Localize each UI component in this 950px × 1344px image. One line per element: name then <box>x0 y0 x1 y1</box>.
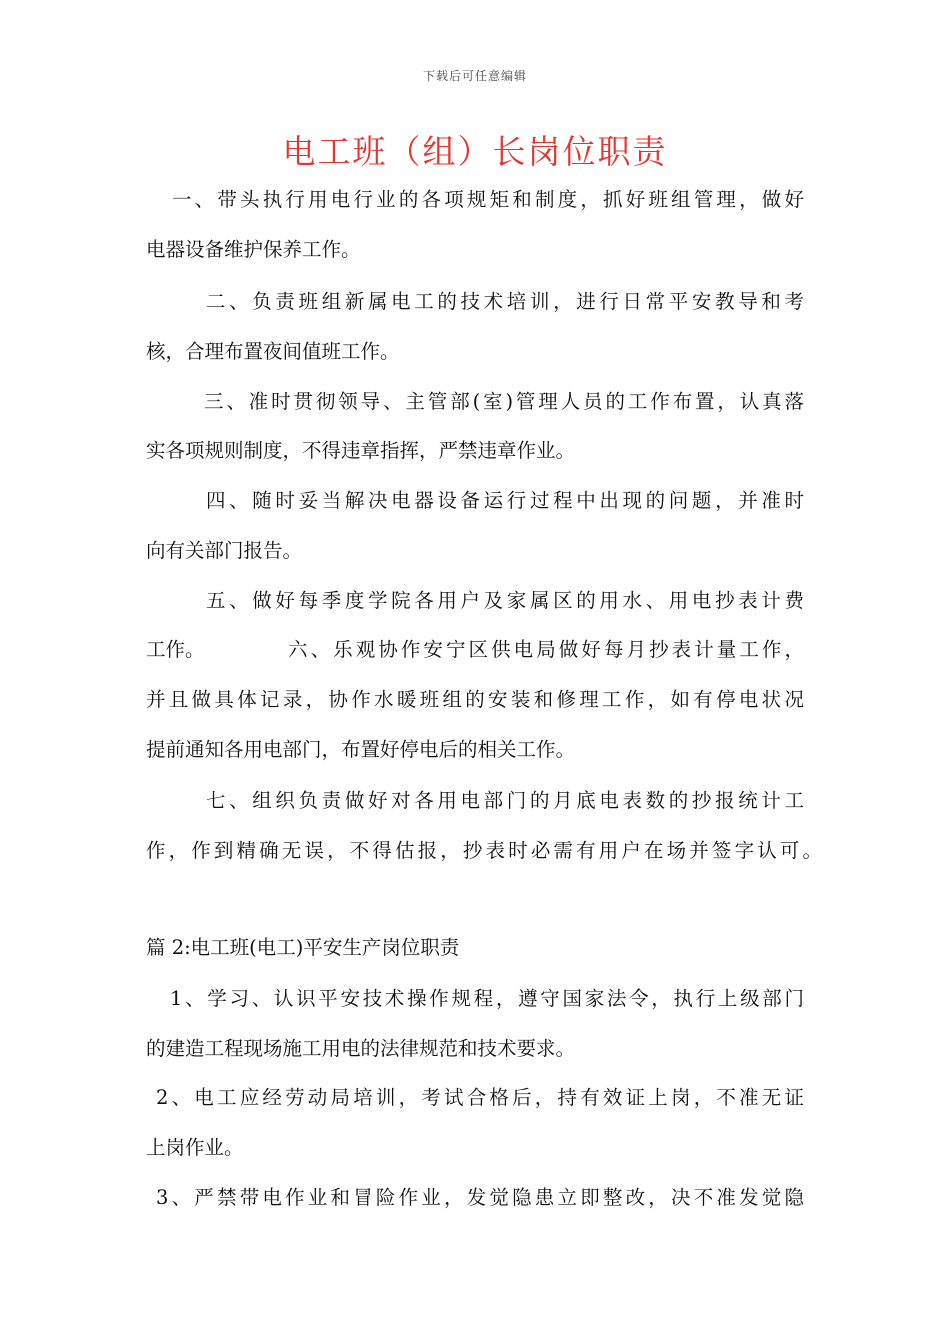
paragraph-line: 电器设备维护保养工作。 <box>146 238 361 261</box>
paragraph-line: 2、电工应经劳动局培训，考试合格后，持有效证上岗，不准无证 <box>156 1086 804 1109</box>
paragraph-line: 3、严禁带电作业和冒险作业，发觉隐患立即整改，决不准发觉隐 <box>156 1186 804 1209</box>
paragraph-line: 提前通知各用电部门，布置好停电后的相关工作。 <box>146 738 576 761</box>
paragraph-line: 工作。 <box>146 638 205 661</box>
paragraph-line: 实各项规则制度，不得违章指挥，严禁违章作业。 <box>146 439 576 462</box>
document-title: 电工班（组）长岗位职责 <box>282 132 668 171</box>
paragraph-line: 三、准时贯彻领导、主管部(室)管理人员的工作布置，认真落 <box>204 390 804 413</box>
paragraph-line: 七、组织负责做好对各用电部门的月底电表数的抄报统计工 <box>206 789 804 812</box>
paragraph-line: 上岗作业。 <box>146 1136 244 1159</box>
paragraph-line: 作，作到精确无误，不得估报，抄表时必需有用户在场并签字认可。 <box>146 839 822 862</box>
paragraph-line: 六、乐观协作安宁区供电局做好每月抄表计量工作， <box>288 638 804 661</box>
paragraph-line: 五、做好每季度学院各用户及家属区的用水、用电抄表计费 <box>206 589 804 612</box>
paragraph-line: 1、学习、认识平安技术操作规程，遵守国家法令，执行上级部门 <box>170 987 804 1010</box>
paragraph-line: 向有关部门报告。 <box>146 539 303 562</box>
section-heading: 篇 2:电工班(电工)平安生产岗位职责 <box>146 936 460 959</box>
paragraph-line: 的建造工程现场施工用电的法律规范和技术要求。 <box>146 1037 576 1060</box>
paragraph-line: 并且做具体记录，协作水暖班组的安装和修理工作，如有停电状况 <box>146 688 804 711</box>
paragraph-line: 二、负责班组新属电工的技术培训，进行日常平安教导和考 <box>206 290 804 313</box>
header-note: 下载后可任意编辑 <box>422 69 527 83</box>
paragraph-line: 核，合理布置夜间值班工作。 <box>146 340 400 363</box>
paragraph-line: 四、随时妥当解决电器设备运行过程中出现的问题，并准时 <box>206 489 804 512</box>
paragraph-line: 一、带头执行用电行业的各项规矩和制度，抓好班组管理，做好 <box>172 188 804 211</box>
